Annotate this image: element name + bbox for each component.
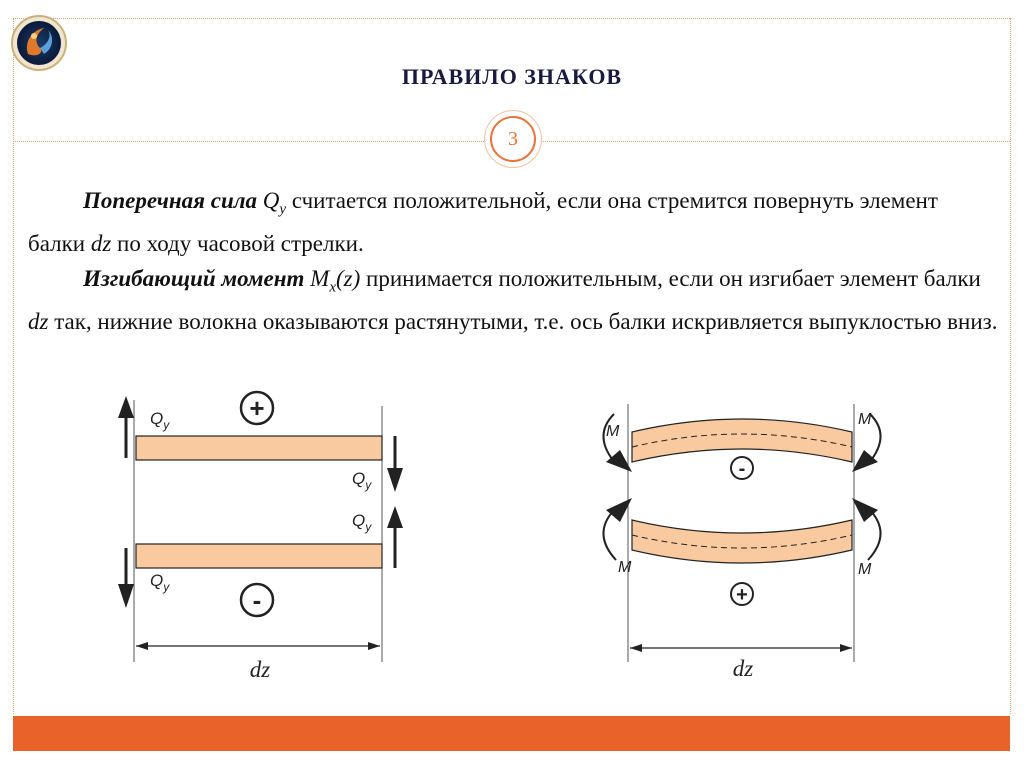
slide-title: ПРАВИЛО ЗНАКОВ [401,64,623,89]
plus-circle-icon-2 [731,583,753,606]
moment-text-a: принимается положительным, если он изгибает элемент балки [360,265,981,291]
sign-convention-diagram [100,384,920,694]
frame-right-border [1010,18,1011,714]
label-qy-bottom-left: $Q_y$ [150,571,170,594]
frame-left-border [13,18,14,714]
bending-moment-diagram [603,404,880,681]
moment-arrow-icon-lower-right [852,498,881,560]
symbol-q: $Q_y$ [262,188,287,218]
symbol-m: $M_x(z)$ [310,265,361,296]
shear-force-diagram [118,392,403,682]
body-text [28,184,998,339]
dimension-line-dz-2 [630,644,852,652]
svg-text:+: + [736,584,748,606]
label-qy-right-bottom: $Q_y$ [352,511,372,534]
dimension-line-dz [136,642,380,650]
svg-text:-: - [252,585,262,615]
paragraph-shear-force [28,184,998,262]
label-m-upper-right: M [858,411,872,428]
svg-text:-: - [738,458,746,480]
svg-text:+: + [249,393,265,423]
label-qy-right-top: $Q_y$ [352,469,372,492]
label-dz-left: dz [249,657,271,682]
bottom-accent-bar [13,716,1010,751]
label-m-lower-right: M [858,561,872,578]
label-qy-top-left: $Q_y$ [150,409,170,432]
label-m-upper-left: M [606,423,620,440]
shear-text-a: считается положительной, если она стремится повернуть элемент балки [28,188,938,257]
arrow-down-icon [387,436,403,492]
upper-beam [136,436,382,460]
lower-beam [136,544,382,568]
paragraph-bending-moment [28,262,998,340]
label-dz-right: dz [732,656,754,681]
var-dz: dz [90,231,112,257]
arrow-down-icon-2 [118,548,134,608]
var-dz-2: dz [28,308,49,334]
frame-top-border [13,18,1010,19]
label-m-lower-left: M [618,559,632,576]
arrow-up-icon [118,396,134,458]
term-shear-force: Поперечная сила [83,188,258,213]
term-bending-moment: Изгибающий момент [83,265,305,291]
page-number: 3 [490,116,536,162]
shear-text-b: по ходу часовой стрелки. [111,231,364,257]
moment-text-b: так, нижние волокна оказываются растянутыми, т.е. ось балки искривляется выпуклостью вниз. [48,308,998,334]
minus-circle-icon-2 [731,457,753,480]
plus-circle-icon [241,392,273,424]
arrow-up-icon-2 [387,506,403,568]
minus-circle-icon [241,584,273,616]
